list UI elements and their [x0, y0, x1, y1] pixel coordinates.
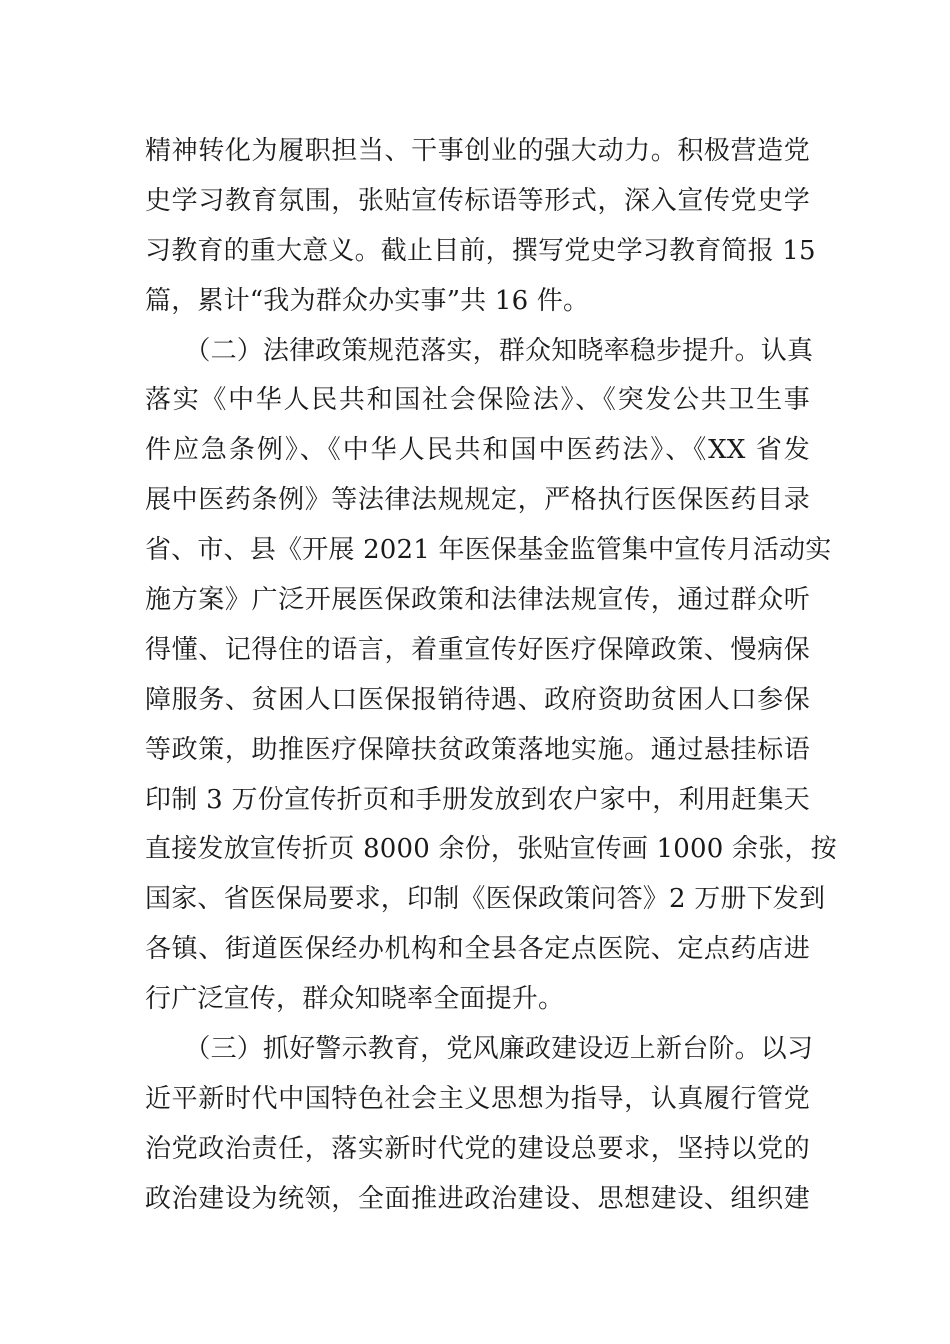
text-line: 展中医药条例》等法律法规规定，严格执行医保医药目录	[145, 485, 810, 516]
text-line: 直接发放宣传折页 8000 余份，张贴宣传画 1000 余张，按	[145, 834, 837, 865]
text-line: （二）法律政策规范落实，群众知晓率稳步提升。认真	[145, 335, 814, 366]
text-line: （三）抓好警示教育，党风廉政建设迈上新台阶。以习	[145, 1034, 814, 1065]
text-line: 落实《中华人民共和国社会保险法》、《突发公共卫生事	[145, 385, 810, 416]
text-line: 等政策，助推医疗保障扶贫政策落地实施。通过悬挂标语	[145, 734, 810, 765]
text-line: 篇，累计“我为群众办实事”共 16 件。	[145, 285, 590, 316]
text-line: 得懂、记得住的语言，着重宣传好医疗保障政策、慢病保	[145, 634, 810, 665]
text-line: 史学习教育氛围，张贴宣传标语等形式，深入宣传党史学	[145, 185, 810, 216]
text-line: 习教育的重大意义。截止目前，撰写党史学习教育简报 15	[145, 235, 816, 266]
document-body	[145, 127, 837, 1225]
text-line: 施方案》广泛开展医保政策和法律法规宣传，通过群众听	[145, 585, 810, 616]
text-line: 政治建设为统领，全面推进政治建设、思想建设、组织建	[145, 1183, 810, 1214]
text-line: 印制 3 万份宣传折页和手册发放到农户家中，利用赶集天	[145, 784, 810, 815]
text-line: 件应急条例》、《中华人民共和国中医药法》、《XX 省发	[145, 435, 810, 466]
text-line: 精神转化为履职担当、干事创业的强大动力。积极营造党	[145, 136, 810, 166]
text-line: 治党政治责任，落实新时代党的建设总要求，坚持以党的	[145, 1133, 810, 1164]
text-line: 国家、省医保局要求，印制《医保政策问答》2 万册下发到	[145, 884, 826, 915]
text-line: 近平新时代中国特色社会主义思想为指导，认真履行管党	[145, 1083, 810, 1114]
text-line: 省、市、县《开展 2021 年医保基金监管集中宣传月活动实	[145, 535, 832, 566]
text-line: 各镇、街道医保经办机构和全县各定点医院、定点药店进	[145, 934, 810, 965]
text-line: 障服务、贫困人口医保报销待遇、政府资助贫困人口参保	[145, 684, 810, 715]
text-line: 行广泛宣传，群众知晓率全面提升。	[145, 984, 565, 1015]
